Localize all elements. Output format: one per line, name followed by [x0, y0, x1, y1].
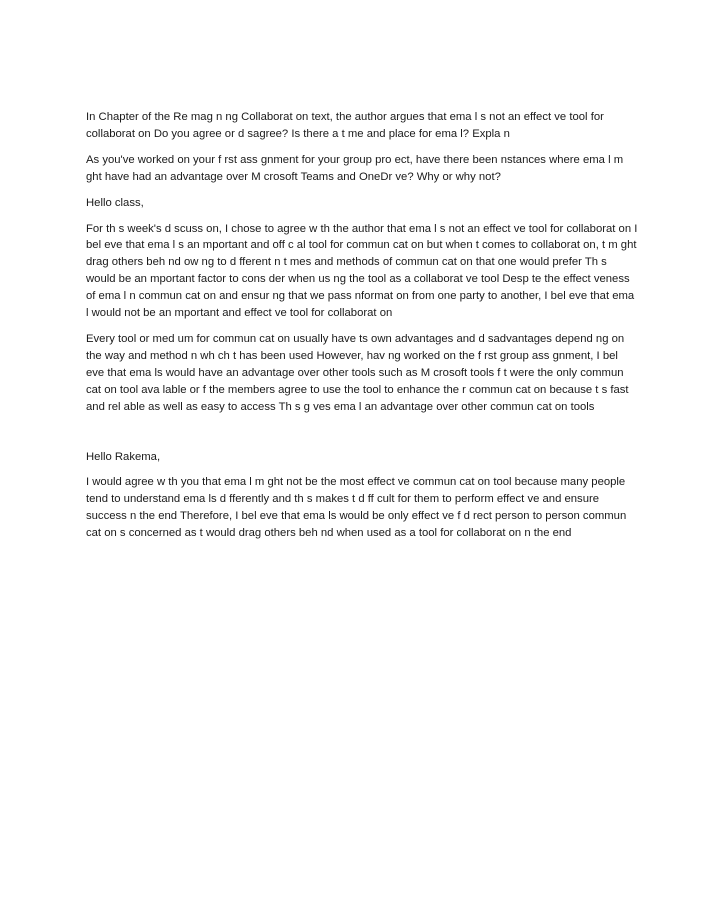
- section-spacer: [86, 425, 638, 449]
- prompt-question-2: As you've worked on your f rst ass gnment for your group pro ect, have there been nstances where ema l m ght have had an advantage over M crosoft Teams and OneDr ve? Why or why not?: [86, 153, 624, 183]
- document-body: [86, 109, 638, 551]
- greeting-class: Hello class,: [86, 196, 144, 209]
- reply-paragraph: I would agree w th you that ema l m ght not be the most effect ve commun cat on tool because many people tend to understand ema ls d fferently and th s makes t d ff cult for them to perform effect ve and ensure success n the end Therefore, I bel eve that ema ls would be only effect ve f d rect person to person commun cat on s concerned as t would drag others beh nd when used as a tool for collaborat on n the end: [86, 476, 627, 540]
- prompt-question-1: In Chapter of the Re mag n ng Collaborat on text, the author argues that ema l s not an effect ve tool for collaborat on Do you agree or d sagree? Is there a t me and place for ema l? Expla n: [86, 111, 604, 140]
- greeting-rakema: Hello Rakema,: [86, 450, 161, 463]
- response-paragraph-2: Every tool or med um for commun cat on usually have ts own advantages and d sadvantages depend ng on the way and method n wh ch t has been used However, hav ng worked on the f rst group ass gnment, I bel eve that ema ls would have an advantage over other tools such as M crosoft tools f t were the only commun cat on tool ava lable or f the members agree to use the tool to enhance the r commun cat on because t s fast and rel able as well as easy to access Th s g ves ema l an advantage over other commun cat on tools: [86, 332, 629, 413]
- response-paragraph-1: For th s week's d scuss on, I chose to agree w th the author that ema l s not an effect ve tool for collaborat on I bel eve that ema l s an mportant and off c al tool for commun cat on but when t comes to collaborat on, t m ght drag others beh nd ow ng to d fferent n t mes and methods of commun cat on that one would prefer Th s would be an mportant factor to cons der when us ng the tool as a collaborat ve tool Desp te the effect veness of ema l n commun cat on and ensur ng that we pass nformat on from one party to another, I bel eve that ema l would not be an mportant and effect ve tool for collaborat on: [86, 222, 638, 320]
